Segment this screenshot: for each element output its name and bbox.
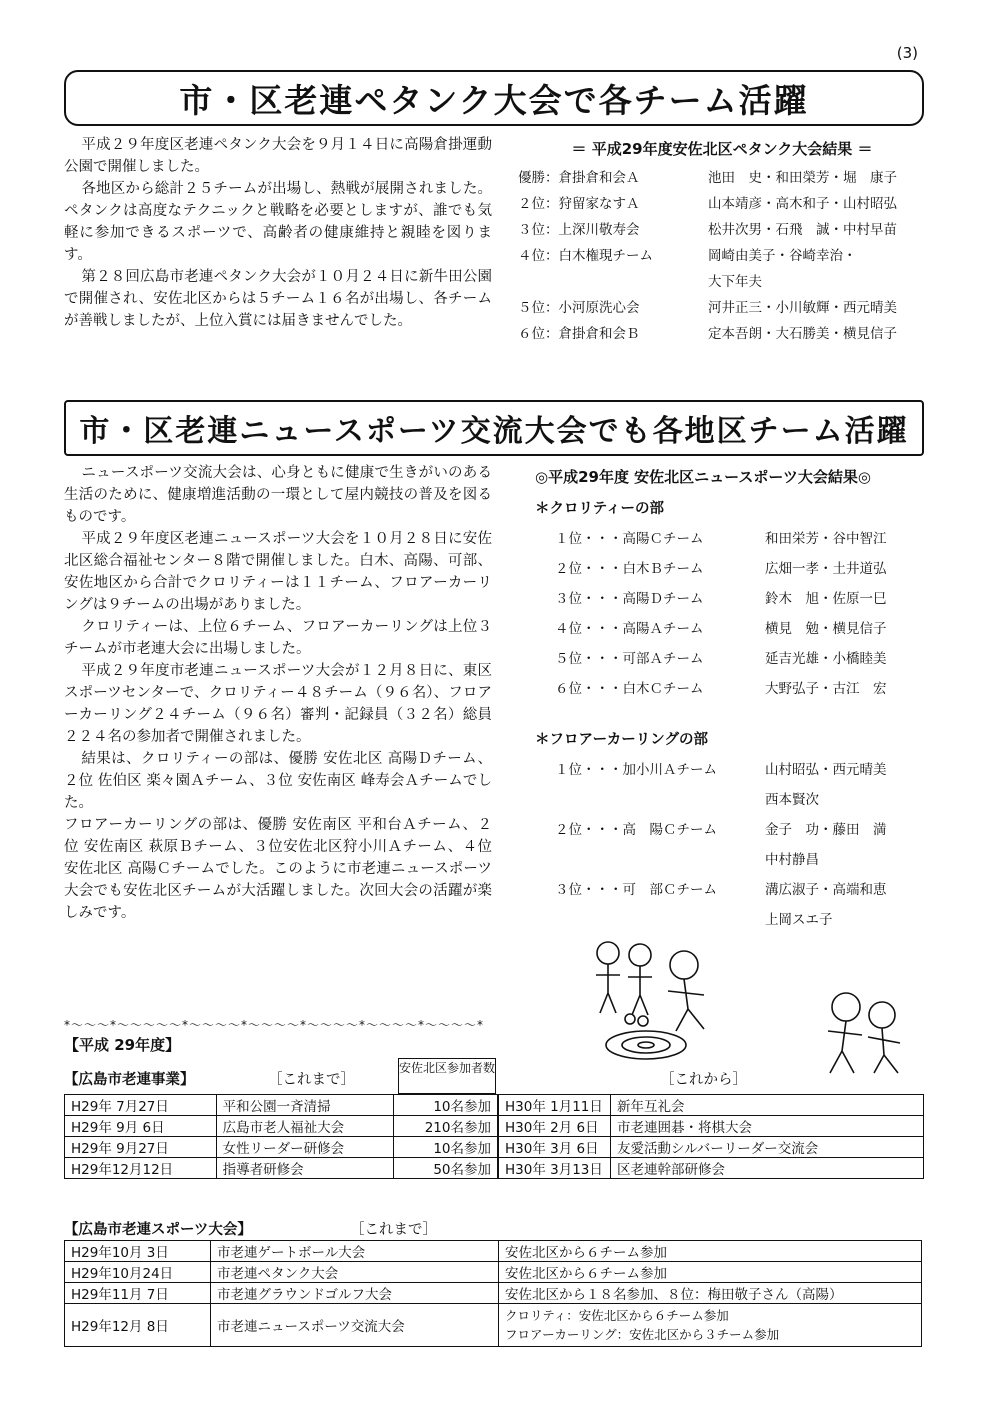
event-cell: 区老連幹部研修会 bbox=[611, 1158, 924, 1179]
date-cell: H29年12月 8日 bbox=[65, 1304, 211, 1347]
result-line: フロアーカーリング：安佐北区から３チーム参加 bbox=[505, 1327, 780, 1342]
result-row bbox=[535, 875, 935, 905]
result-row bbox=[535, 584, 935, 614]
rank: ３位：上深川敬寿会 bbox=[518, 222, 640, 238]
rank: １位・・・加小川Ａチーム bbox=[555, 762, 717, 778]
date-cell: H29年 9月27日 bbox=[65, 1137, 217, 1158]
rank: ６位・・・白木Ｃチーム bbox=[555, 681, 704, 697]
date-cell: H29年 7月27日 bbox=[65, 1095, 217, 1116]
rank bbox=[512, 269, 708, 295]
petanque-results bbox=[512, 138, 932, 347]
event-cell: 広島市老人福祉大会 bbox=[216, 1116, 393, 1137]
members: 山本靖彦・高木和子・山村昭弘 bbox=[708, 196, 897, 212]
paragraph: 平成２９年度区老連ニュースポーツ大会を１０月２８日に安佐北区総合福祉センター８階で開催しました。白木、高陽、可部、安佐地区から合計でクロリティーは１１チーム、フロアーカーリングは９チームの出場がありました。 bbox=[64, 531, 492, 613]
rank: ３位・・・高陽Ｄチーム bbox=[555, 591, 704, 607]
members: 大野弘子・古江 宏 bbox=[765, 681, 887, 697]
petanque-article bbox=[64, 134, 492, 332]
rank: ５位・・・可部Ａチーム bbox=[555, 651, 704, 667]
rank bbox=[535, 905, 765, 935]
members: 中村静昌 bbox=[765, 852, 819, 868]
rank: ２位・・・高 陽Ｃチーム bbox=[555, 822, 717, 838]
count-cell: 210名参加 bbox=[393, 1116, 497, 1137]
result-row bbox=[512, 269, 932, 295]
event-cell: 市老連ニュースポーツ交流大会 bbox=[211, 1304, 499, 1347]
result-row bbox=[512, 165, 932, 191]
fiscal-year-heading: 【平成 29年度】 bbox=[64, 1036, 181, 1054]
event-cell: 市老連ペタンク大会 bbox=[211, 1262, 499, 1283]
members: 西本賢次 bbox=[765, 792, 819, 808]
table-row bbox=[65, 1304, 922, 1347]
date-cell: H30年 3月 6日 bbox=[499, 1137, 611, 1158]
past-events-table bbox=[64, 1094, 498, 1179]
rank bbox=[535, 785, 765, 815]
rank bbox=[535, 845, 765, 875]
members: 横見 勉・横見信子 bbox=[765, 621, 887, 637]
result-row bbox=[535, 614, 935, 644]
paragraph: ニュースポーツ交流大会は、心身ともに健康で生きがいのある生活のために、健康増進活動の一環として屋内競技の普及を図るものです。 bbox=[64, 465, 492, 525]
newsports-banner: 市・区老連ニュースポーツ交流大会でも各地区チーム活躍 bbox=[64, 400, 924, 456]
members: 溝広淑子・高端和恵 bbox=[765, 882, 887, 898]
members: 広畑一孝・土井道弘 bbox=[765, 561, 887, 577]
sports-title: 【広島市老連スポーツ大会】 bbox=[64, 1222, 252, 1238]
date-cell: H29年10月24日 bbox=[65, 1262, 211, 1283]
result-row bbox=[535, 845, 935, 875]
members: 岡崎由美子・谷崎幸治・ bbox=[708, 248, 857, 264]
curling-kids-illustration bbox=[588, 935, 908, 1075]
date-cell: H29年12月12日 bbox=[65, 1158, 217, 1179]
table-row bbox=[65, 1262, 922, 1283]
result-row bbox=[512, 191, 932, 217]
result-cell: 安佐北区から１８名参加、８位：梅田敬子さん（高陽） bbox=[499, 1283, 922, 1304]
event-cell: 新年互礼会 bbox=[611, 1095, 924, 1116]
count-cell: 10名参加 bbox=[393, 1095, 497, 1116]
sports-table bbox=[64, 1240, 922, 1347]
divider: *〜〜〜*〜〜〜〜〜*〜〜〜〜*〜〜〜〜*〜〜〜〜*〜〜〜〜*〜〜〜〜* bbox=[64, 1018, 485, 1032]
date-cell: H29年11月 7日 bbox=[65, 1283, 211, 1304]
result-row bbox=[512, 295, 932, 321]
past-label: ［これまで］ bbox=[268, 1072, 355, 1088]
members: 松井次男・石飛 誠・中村早苗 bbox=[708, 222, 897, 238]
paragraph: 平成２９年度市老連ニュースポーツ大会が１２月８日に、東区スポーツセンターで、クロリティー４８チーム（９６名）、フロアーカーリング２４チーム（９６名）審判・記録員（３２名）総員２２４名の参加者で開催されました。 bbox=[64, 663, 492, 745]
future-events-table bbox=[498, 1094, 924, 1179]
result-row bbox=[512, 217, 932, 243]
rank: ５位：小河原洗心会 bbox=[518, 300, 640, 316]
table-row bbox=[65, 1095, 498, 1116]
result-line: クロリティ：安佐北区から６チーム参加 bbox=[505, 1308, 729, 1323]
event-cell: 市老連ゲートボール大会 bbox=[211, 1241, 499, 1262]
event-cell: 市老連グラウンドゴルフ大会 bbox=[211, 1283, 499, 1304]
paragraph: 平成２９年度区老連ペタンク大会を９月１４日に高陽倉掛運動公園で開催しました。 bbox=[64, 137, 492, 175]
result-row bbox=[535, 815, 935, 845]
result-row bbox=[535, 524, 935, 554]
rank: １位・・・高陽Ｃチーム bbox=[555, 531, 704, 547]
table-row bbox=[65, 1241, 922, 1262]
members: 定本吾朗・大石勝美・横見信子 bbox=[708, 326, 897, 342]
members: 延吉光雄・小橋睦美 bbox=[765, 651, 887, 667]
event-cell: 友愛活動シルバーリーダー交流会 bbox=[611, 1137, 924, 1158]
table-row bbox=[65, 1158, 498, 1179]
sports-past-label: ［これまで］ bbox=[350, 1222, 437, 1238]
participants-header: 安佐北区参加者数 bbox=[398, 1058, 496, 1094]
newsports-article bbox=[64, 462, 492, 924]
rank: ４位・・・高陽Ａチーム bbox=[555, 621, 704, 637]
newsports-results bbox=[535, 466, 935, 935]
rank: ２位：狩留家なすＡ bbox=[518, 196, 640, 212]
members: 和田栄芳・谷中智江 bbox=[765, 531, 887, 547]
paragraph: 第２８回広島市老連ペタンク大会が１０月２４日に新牛田公園で開催され、安佐北区からは５チーム１６名が出場し、各チームが善戦しましたが、上位入賞には届きませんでした。 bbox=[64, 269, 492, 329]
future-label: ［これから］ bbox=[660, 1072, 747, 1088]
date-cell: H30年 2月 6日 bbox=[499, 1116, 611, 1137]
members: 大下年夫 bbox=[708, 274, 762, 290]
rank: ４位：白木権現チーム bbox=[518, 248, 653, 264]
table-row bbox=[65, 1283, 922, 1304]
events-title: 【広島市老連事業】 bbox=[64, 1072, 195, 1088]
result-row bbox=[535, 785, 935, 815]
members: 鈴木 旭・佐原一巳 bbox=[765, 591, 887, 607]
paragraph: 結果は、クロリティーの部は、優勝 安佐北区 高陽Ｄチーム、２位 佐伯区 楽々園Ａチーム、３位 安佐南区 峰寿会Ａチームでした。 bbox=[64, 751, 492, 811]
members: 池田 史・和田榮芳・堀 康子 bbox=[708, 170, 897, 186]
event-cell: 指導者研修会 bbox=[216, 1158, 393, 1179]
members: 河井正三・小川敏輝・西元晴美 bbox=[708, 300, 897, 316]
paragraph: フロアーカーリングの部は、優勝 安佐南区 平和台Ａチーム、２位 安佐南区 萩原Ｂチーム、３位安佐北区狩小川Ａチーム、４位安佐北区 高陽Ｃチームでした。このように市老連ニュースポーツ大会でも安佐北区チームが大活躍しました。次回大会の活躍が楽しみです。 bbox=[64, 817, 492, 921]
curling-title: ＊フロアーカーリングの部 bbox=[535, 732, 708, 748]
event-cell: 平和公園一斉清掃 bbox=[216, 1095, 393, 1116]
result-cell bbox=[499, 1304, 922, 1347]
result-row bbox=[535, 644, 935, 674]
event-cell: 女性リーダー研修会 bbox=[216, 1137, 393, 1158]
rank: ６位：倉掛倉和会Ｂ bbox=[518, 326, 640, 342]
rank: 優勝：倉掛倉和会Ａ bbox=[518, 170, 640, 186]
table-row bbox=[499, 1158, 924, 1179]
page-number: (3) bbox=[896, 44, 918, 62]
result-cell: 安佐北区から６チーム参加 bbox=[499, 1262, 922, 1283]
table-row bbox=[499, 1137, 924, 1158]
paragraph: クロリティーは、上位６チーム、フロアーカーリングは上位３チームが市老連大会に出場しました。 bbox=[64, 619, 492, 657]
kurority-title: ＊クロリティーの部 bbox=[535, 501, 665, 517]
date-cell: H29年10月 3日 bbox=[65, 1241, 211, 1262]
date-cell: H30年 3月13日 bbox=[499, 1158, 611, 1179]
date-cell: H29年 9月 6日 bbox=[65, 1116, 217, 1137]
members: 山村昭弘・西元晴美 bbox=[765, 762, 887, 778]
results-title: ◎平成29年度 安佐北区ニュースポーツ大会結果◎ bbox=[535, 468, 871, 486]
result-row bbox=[535, 755, 935, 785]
members: 金子 功・藤田 満 bbox=[765, 822, 887, 838]
date-cell: H30年 1月11日 bbox=[499, 1095, 611, 1116]
result-row bbox=[535, 674, 935, 704]
count-cell: 50名参加 bbox=[393, 1158, 497, 1179]
members: 上岡スエ子 bbox=[765, 912, 833, 928]
result-cell: 安佐北区から６チーム参加 bbox=[499, 1241, 922, 1262]
result-row bbox=[535, 554, 935, 584]
results-title: ＝ 平成29年度安佐北区ペタンク大会結果 ＝ bbox=[571, 140, 873, 158]
result-row bbox=[512, 321, 932, 347]
table-row bbox=[499, 1116, 924, 1137]
result-row bbox=[535, 905, 935, 935]
count-cell: 10名参加 bbox=[393, 1137, 497, 1158]
rank: ２位・・・白木Ｂチーム bbox=[555, 561, 704, 577]
paragraph: 各地区から総計２５チームが出場し、熱戦が展開されました。ペタンクは高度なテクニックと戦略を必要としますが、誰でも気軽に参加できるスポーツで、高齢者の健康維持と親睦を図ります。 bbox=[64, 181, 492, 263]
result-row bbox=[512, 243, 932, 269]
table-row bbox=[499, 1095, 924, 1116]
rank: ３位・・・可 部Ｃチーム bbox=[555, 882, 717, 898]
petanque-banner: 市・区老連ペタンク大会で各チーム活躍 bbox=[64, 70, 924, 126]
event-cell: 市老連囲碁・将棋大会 bbox=[611, 1116, 924, 1137]
table-row bbox=[65, 1116, 498, 1137]
table-row bbox=[65, 1137, 498, 1158]
